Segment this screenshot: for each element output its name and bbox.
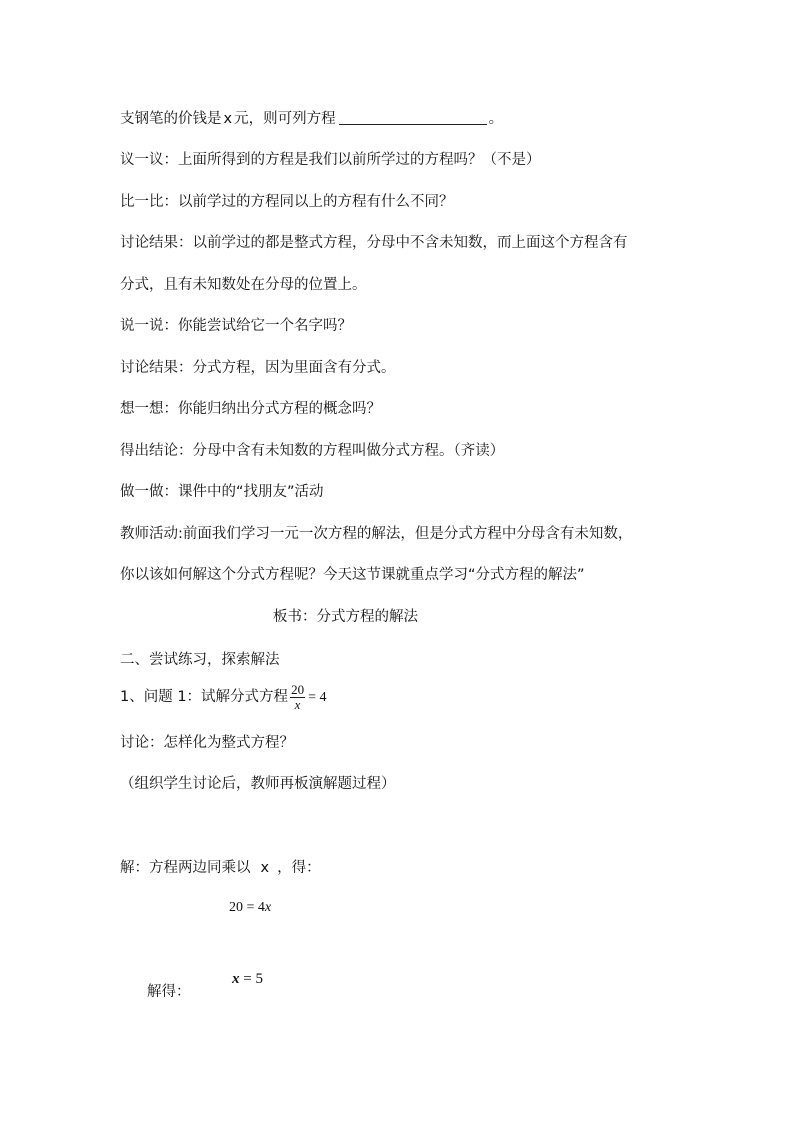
- fraction-denominator: x: [294, 696, 301, 712]
- problem-1: [120, 680, 326, 715]
- equation-lhs: 20 = 4: [229, 900, 265, 915]
- text: 元，则可列方程: [234, 111, 336, 127]
- text: ，得：: [277, 860, 321, 876]
- fraction: [290, 683, 305, 712]
- text-line-say: 说一说：你能尝试给它一个名字吗？: [120, 318, 352, 334]
- variable-x: x: [260, 860, 270, 876]
- equation-variable: x: [264, 900, 272, 915]
- text-line-how: 讨论：怎样化为整式方程？: [120, 735, 294, 751]
- text-line-result-1: 讨论结果：以前学过的都是整式方程，分母中不含未知数，而上面这个方程含有: [120, 235, 628, 251]
- section-heading: 二、尝试练习，探索解法: [120, 652, 280, 668]
- equation-step: [229, 898, 271, 918]
- text: 解：方程两边同乘以: [120, 860, 251, 876]
- result-equation: [232, 969, 263, 989]
- board-title: 板书：分式方程的解法: [273, 609, 418, 625]
- fraction-numerator: 20: [291, 681, 305, 697]
- text-line-result-2: 讨论结果：分式方程，因为里面含有分式。: [120, 360, 396, 376]
- text-line-teacher: 教师活动:前面我们学习一元一次方程的解法，但是分式方程中分母含有未知数，: [120, 526, 633, 542]
- text-line-teacher-cont: 你以该如何解这个分式方程呢？今天这节课就重点学习“分式方程的解法”: [120, 567, 585, 583]
- equation-rhs: = 4: [308, 690, 327, 705]
- result-label: 解得：: [147, 984, 191, 1000]
- text-line-compare: 比一比：以前学过的方程同以上的方程有什么不同？: [120, 194, 454, 210]
- text-line-result-1-cont: 分式，且有未知数处在分母的位置上。: [120, 277, 367, 293]
- text-line-think: 想一想：你能归纳出分式方程的概念吗？: [120, 401, 381, 417]
- variable-x: x: [223, 111, 233, 127]
- result-value: = 5: [243, 971, 263, 987]
- result-variable: x: [232, 971, 240, 987]
- text-line-conclusion: 得出结论：分母中含有未知数的方程叫做分式方程。（齐读）: [120, 443, 505, 459]
- text-line-discuss: 议一议：上面所得到的方程是我们以前所学过的方程吗？（不是）: [120, 152, 541, 168]
- problem-1-label: 1、问题 1：试解分式方程: [120, 689, 289, 705]
- text-line-price: [120, 109, 503, 129]
- text-line-organize: （组织学生讨论后，教师再板演解题过程）: [120, 776, 396, 792]
- text: 支钢笔的价钱是: [120, 111, 222, 127]
- answer-blank: [339, 110, 487, 125]
- text-line-do: 做一做：课件中的“找朋友”活动: [120, 484, 324, 500]
- text: 。: [488, 111, 504, 127]
- solution-intro: [120, 858, 321, 878]
